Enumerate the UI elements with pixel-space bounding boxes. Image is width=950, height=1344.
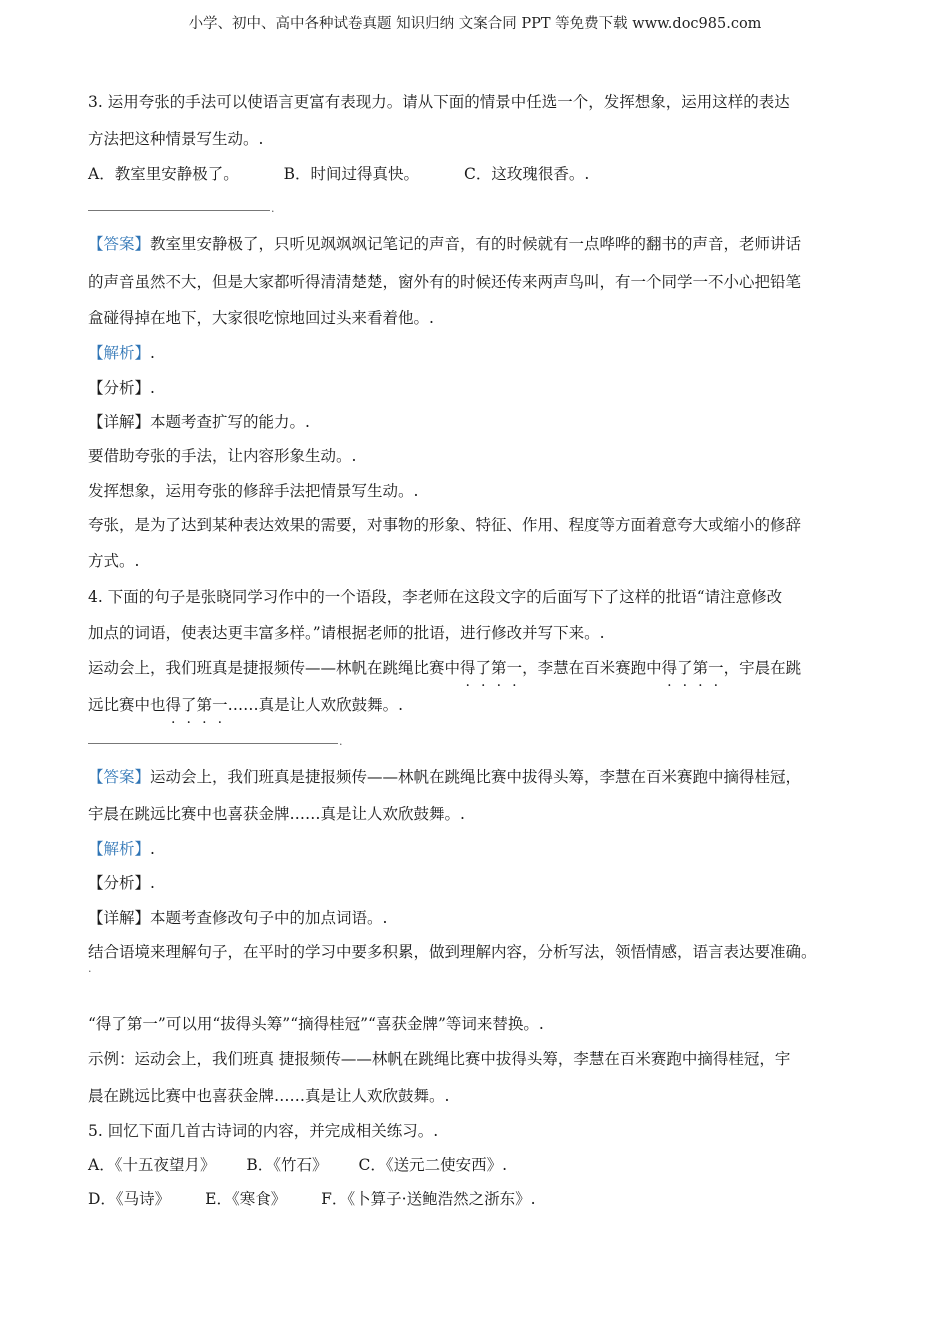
q4-explain-2: “得了第一”可以用“拔得头筹”“摘得桂冠”“喜获金牌”等词来替换。.	[88, 1015, 544, 1033]
q3-prompt-line1: 3. 运用夸张的手法可以使语言更富有表现力。请从下面的情景中任选一个，发挥想象，运用这样的表达	[88, 93, 790, 111]
dotted-char: 一	[212, 696, 228, 714]
q3-answer-line1	[88, 232, 801, 254]
q3-blank-dot: .	[271, 202, 275, 215]
q3-options	[88, 162, 589, 184]
q5-option-a: A．《十五夜望月》	[88, 1156, 216, 1174]
q4-prompt-line2: 加点的词语，使表达更丰富多样。”请根据老师的批语，进行修改并写下来。.	[88, 624, 605, 642]
q3-xiangjie-text: 本题考查扩写的能力。.	[150, 413, 310, 431]
dotted-char: 得	[165, 696, 182, 714]
q4-answer-blank[interactable]	[88, 743, 338, 744]
q3-answer-text: 教室里安静极了，只听见飒飒飒记笔记的声音，有的时候就有一点哗哗的翻书的声音，老师讲话	[150, 235, 802, 253]
q5-option-d: D．《马诗》	[88, 1190, 171, 1208]
dotted-char: 了	[677, 659, 693, 677]
q4-sentence-line2	[88, 693, 403, 715]
q4-s1-part-a: 运动会上，我们班真是捷报频传——林帆在跳绳比赛中	[88, 659, 461, 677]
dotted-char: 第	[491, 659, 507, 677]
q3-explain-1: 要借助夸张的手法，让内容形象生动。.	[88, 447, 357, 465]
q4-answer-text: 运动会上，我们班真是捷报频传——林帆在跳绳比赛中拔得头筹，李慧在百米赛跑中摘得桂冠，	[150, 768, 802, 786]
q4-explain-1: 结合语境来理解句子，在平时的学习中要多积累，做到理解内容，分析写法，领悟情感，语言表达要准确。	[88, 943, 817, 961]
q4-xiangjie-text: 本题考查修改句子中的加点词语。.	[150, 909, 388, 927]
dotted-char: 一	[708, 659, 724, 677]
q4-explain-1-dot: .	[88, 962, 92, 975]
q5-options-row2	[88, 1187, 536, 1209]
q3-analysis-label	[88, 341, 155, 363]
q3-jiexi-tag: 【解析】	[88, 344, 151, 362]
q3-fenxi: 【分析】.	[88, 379, 155, 397]
q5-options-row1	[88, 1153, 507, 1175]
dotted-char: 第	[692, 659, 709, 677]
q3-answer-tag: 【答案】	[88, 235, 151, 253]
q3-explain-3: 夸张，是为了达到某种表达效果的需要，对事物的形象、特征、作用、程度等方面着意夸大或缩小的修辞	[88, 516, 802, 534]
q3-xiangjie	[88, 410, 310, 432]
q4-s1-part-c: ，宇晨在跳	[723, 659, 802, 677]
q3-explain-2: 发挥想象，运用夸张的修辞手法把情景写生动。.	[88, 482, 419, 500]
dotted-char: 第	[196, 696, 213, 714]
q3-option-a: A．教室里安静极了。	[88, 165, 239, 183]
q4-s2-part-a: 远比赛中也	[88, 696, 166, 714]
q4-example-line2: 晨在跳远比赛中也喜获金牌……真是让人欢欣鼓舞。.	[88, 1087, 450, 1105]
dotted-char: 了	[181, 696, 197, 714]
q3-option-b: B．时间过得真快。	[283, 165, 420, 183]
q5-option-c: C．《送元二使安西》.	[358, 1156, 508, 1174]
q4-answer-tag: 【答案】	[88, 768, 151, 786]
q4-example-line1: 示例：运动会上，我们班真 捷报频传——林帆在跳绳比赛中拔得头筹，李慧在百米赛跑中摘得桂冠，宇	[88, 1050, 791, 1068]
q4-answer-line1	[88, 765, 801, 787]
q3-answer-line2: 的声音虽然不大，但是大家都听得清清楚楚，窗外有的时候还传来两声鸟叫，有一个同学一不小心把铅笔	[88, 273, 802, 291]
q5-prompt: 5. 回忆下面几首古诗词的内容，并完成相关练习。.	[88, 1122, 439, 1140]
q3-answer-line3: 盒碰得掉在地下，大家很吃惊地回过头来看着他。.	[88, 309, 434, 327]
q4-jiexi-dot: .	[150, 840, 155, 858]
q4-analysis-label	[88, 837, 155, 859]
dotted-char: 一	[506, 659, 523, 677]
q4-prompt-line1: 4. 下面的句子是张晓同学习作中的一个语段，李老师在这段文字的后面写下了这样的批语“请注意修改	[88, 588, 783, 606]
q3-answer-blank[interactable]	[88, 210, 270, 211]
q4-answer-line2: 宇晨在跳远比赛中也喜获金牌……真是让人欢欣鼓舞。.	[88, 805, 465, 823]
q3-option-c: C．这玫瑰很香。.	[463, 165, 590, 183]
q3-jiexi-dot: .	[150, 344, 155, 362]
q5-option-b: B．《竹石》	[246, 1156, 328, 1174]
q4-blank-dot: .	[339, 735, 343, 748]
q4-xiangjie	[88, 906, 387, 928]
dotted-char: 得	[460, 659, 476, 677]
dotted-char: 了	[475, 659, 492, 677]
q3-prompt-line2: 方法把这种情景写生动。.	[88, 130, 264, 148]
q4-xiangjie-tag: 【详解】	[88, 909, 151, 927]
q3-xiangjie-tag: 【详解】	[88, 413, 151, 431]
q4-s2-part-b: ……真是让人欢欣鼓舞。.	[227, 696, 404, 714]
q4-fenxi: 【分析】.	[88, 874, 155, 892]
page-header: 小学、初中、高中各种试卷真题 知识归纳 文案合同 PPT 等免费下载 www.doc985.com	[188, 16, 762, 32]
dotted-char: 得	[661, 659, 678, 677]
q4-s1-part-b: ，李慧在百米赛跑中	[522, 659, 662, 677]
q5-option-e: E．《寒食》	[205, 1190, 287, 1208]
q3-explain-4: 方式。.	[88, 552, 140, 570]
q4-jiexi-tag: 【解析】	[88, 840, 151, 858]
q4-sentence-line1	[88, 656, 801, 678]
q5-option-f: F．《卜算子·送鲍浩然之浙东》.	[321, 1190, 536, 1208]
